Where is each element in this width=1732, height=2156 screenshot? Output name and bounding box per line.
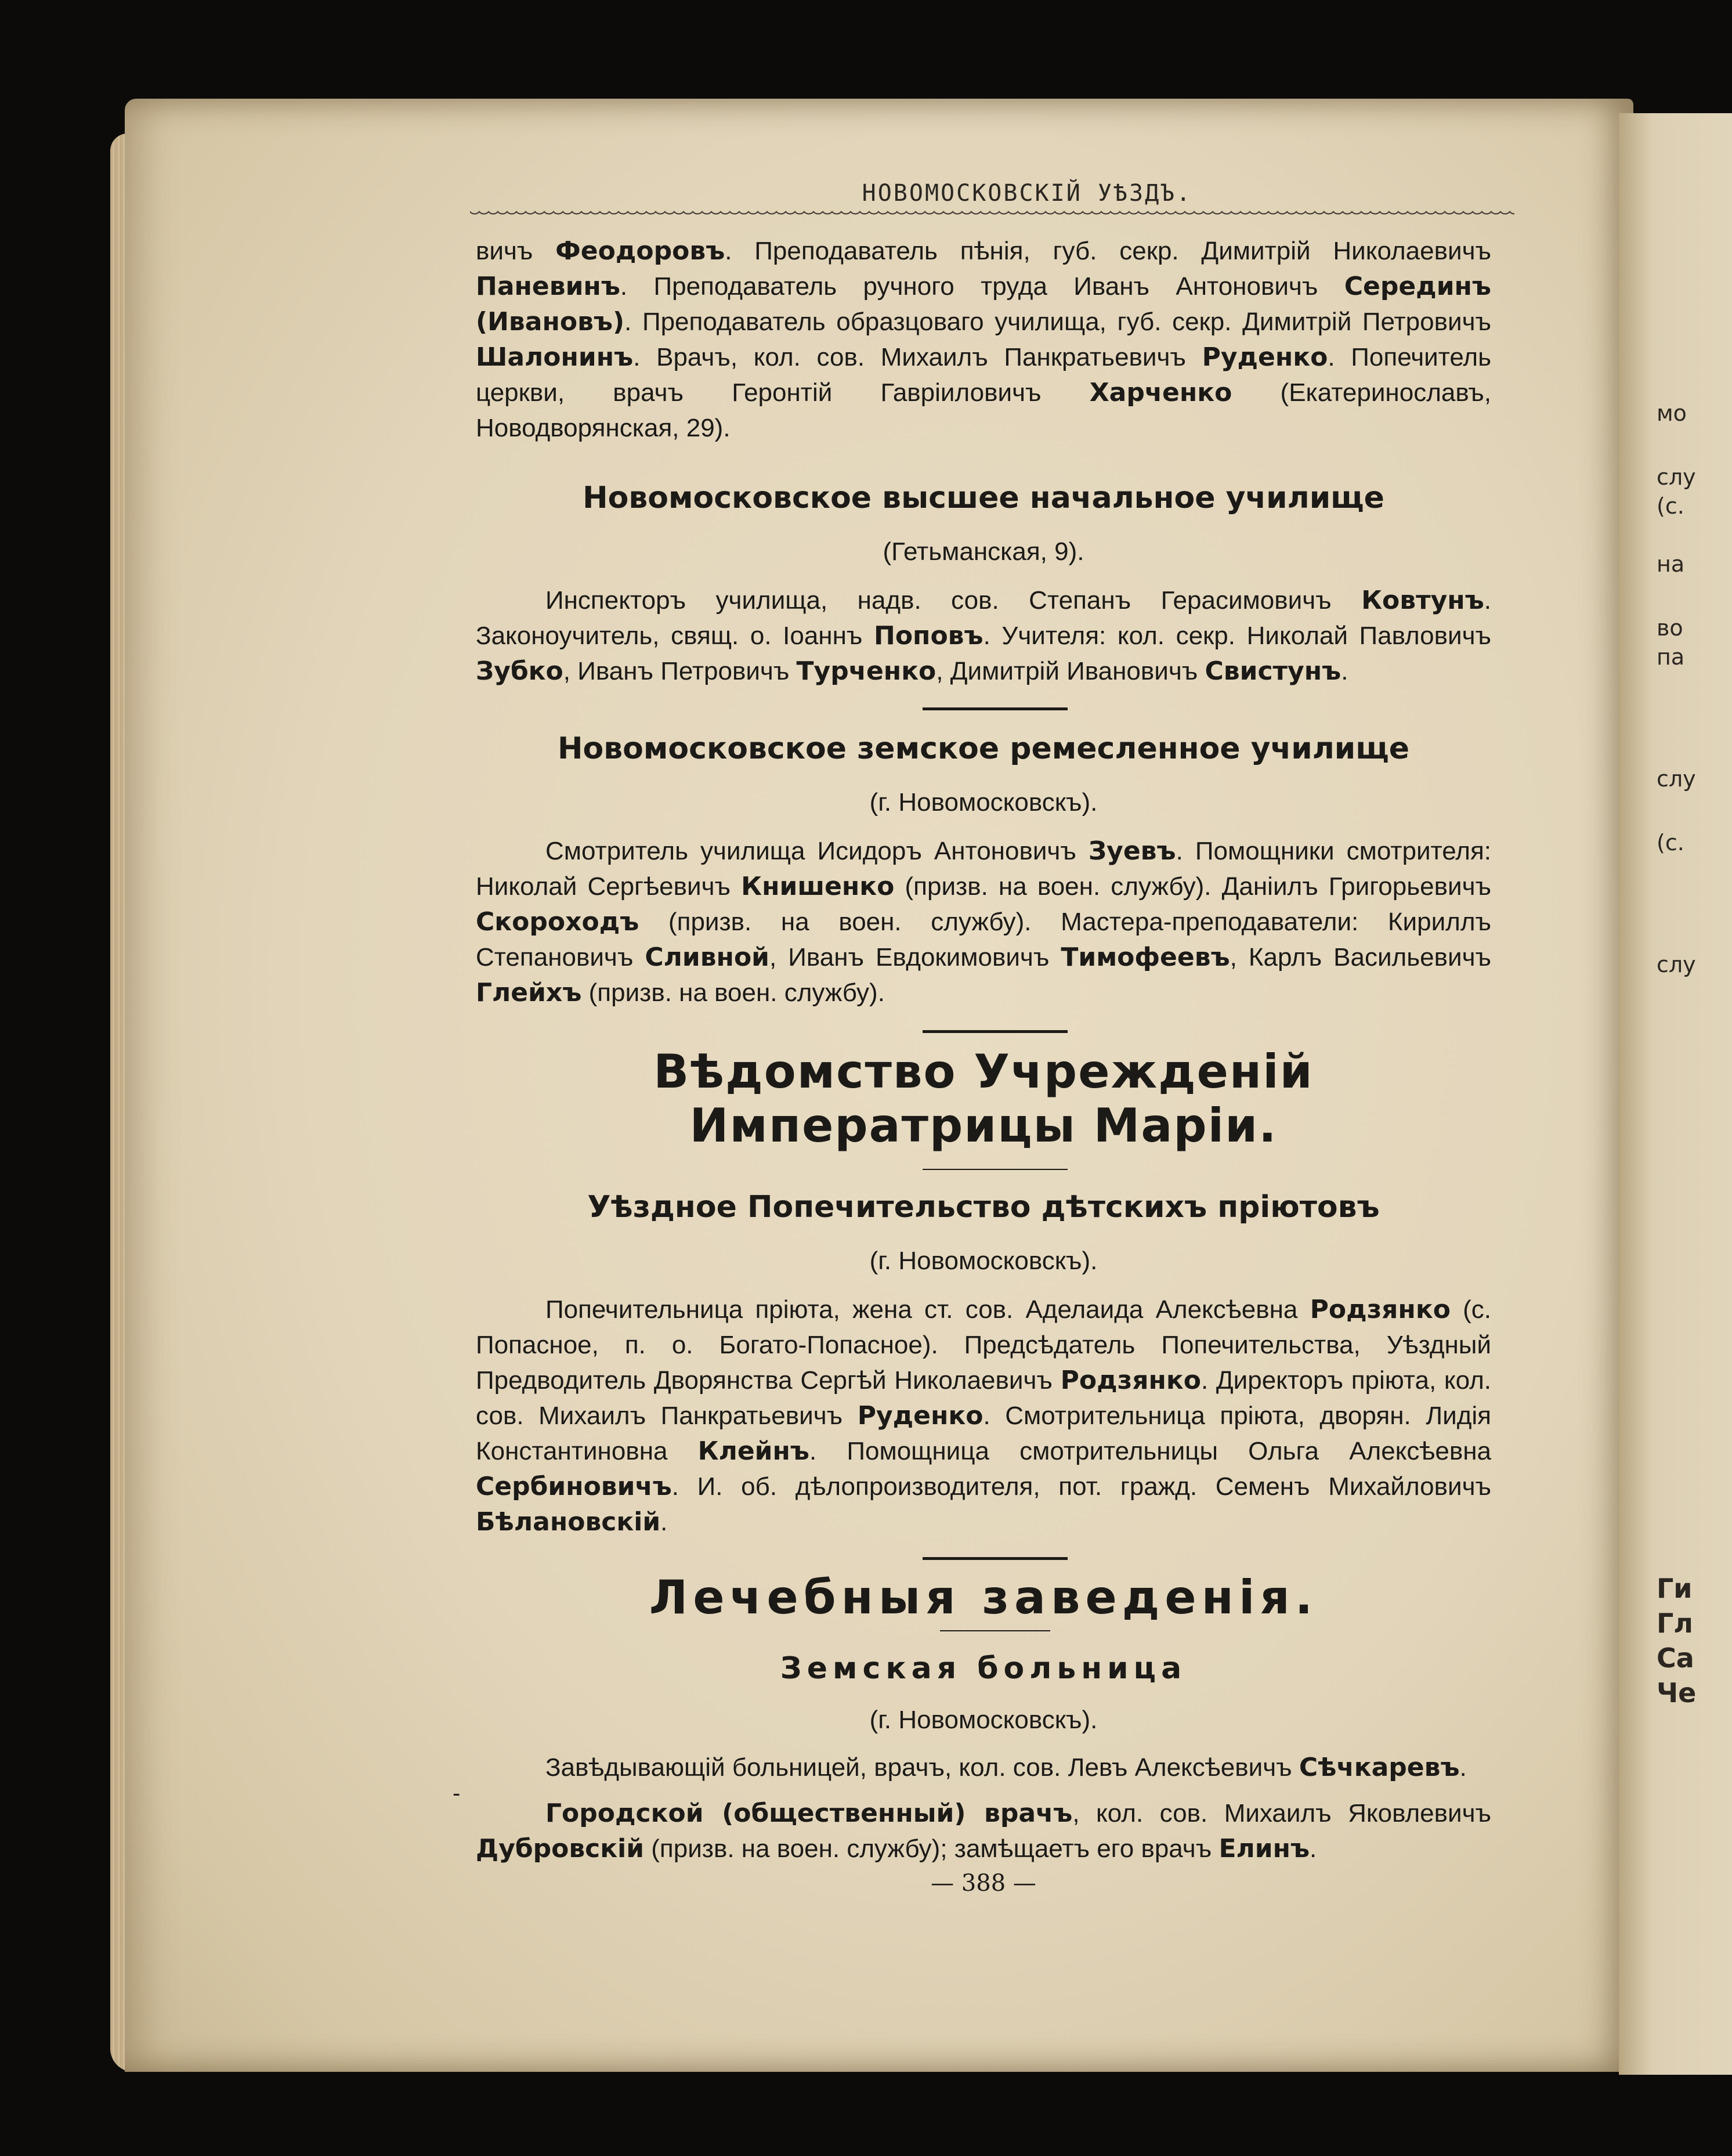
person-surname: Сливной: [645, 942, 770, 972]
facing-page-fragment: Са: [1657, 1642, 1694, 1674]
paragraph: Инспекторъ училища, надв. сов. Степанъ Герасимовичъ Ковтунъ. Законоучитель, свящ. о. Іоаннъ Поповъ. Учителя: кол. секр. Николай Павловичъ Зубко, Иванъ Петровичъ Турченко, Димитрій Ивановичъ Свистунъ.: [476, 586, 1491, 686]
department-heading: Лечебныя заведенія.: [649, 1570, 1318, 1624]
section-address: (Гетьманская, 9).: [883, 537, 1084, 566]
wavy-rule: [470, 210, 1514, 221]
paragraph: Попечительница пріюта, жена ст. сов. Аделаида Алексѣевна Родзянко (с. Попасное, п. о. Богато-Попасное). Предсѣдатель Попечительства, Уѣздный Предводитель Дворянства Сергѣй Николаевичъ Родзянко. Директоръ пріюта, кол. сов. Михаилъ Панкратьевичъ Руденко. Смотрительница пріюта, дворян. Лидія Константиновна Клейнъ. Помощница смотрительницы Ольга Алексѣевна Сербиновичъ. И. об. дѣлопроизводителя, пот. гражд. Семенъ Михайловичъ Бѣлановскій.: [476, 1295, 1492, 1537]
person-surname: Ковтунъ: [1361, 586, 1484, 615]
running-head: НОВОМОСКОВСКІЙ УѢЗДЪ.: [862, 180, 1192, 207]
stray-mark: -: [453, 1781, 461, 1806]
facing-page-fragment: во: [1657, 615, 1683, 641]
facing-page-fragment: слу: [1657, 952, 1696, 977]
person-surname: Поповъ: [874, 621, 983, 651]
person-surname: Дубровскій: [476, 1834, 645, 1864]
section-address: (г. Новомосковскъ).: [869, 788, 1098, 817]
page-number: — 388 —: [931, 1870, 1036, 1897]
section-heading: Новомосковское земское ремесленное училище: [558, 731, 1409, 766]
paragraph: Смотритель училища Исидоръ Антоновичъ Зуевъ. Помощники смотрителя: Николай Сергѣевичъ Книшенко (призв. на воен. службу). Даніилъ Григорьевичъ Скороходъ (призв. на воен. службу). Мастера-преподаватели: Кириллъ Степановичъ Сливной, Иванъ Евдокимовичъ Тимофеевъ, Карлъ Васильевичъ Глейхъ (призв. на воен. службу).: [476, 836, 1492, 1007]
person-surname: (Ивановъ): [476, 307, 625, 337]
person-surname: Шалонинъ: [476, 342, 634, 372]
person-surname: Феодоровъ: [555, 236, 725, 266]
person-surname: Бѣлановскій: [476, 1507, 661, 1537]
person-surname: Паневинъ: [476, 272, 620, 301]
person-surname: Скороходъ: [476, 907, 639, 937]
person-surname: Сербиновичъ: [476, 1472, 672, 1501]
person-surname: Зубко: [476, 656, 563, 686]
section-address: (г. Новомосковскъ).: [869, 1706, 1098, 1734]
person-surname: Клейнъ: [697, 1436, 809, 1466]
person-surname: Тимофеевъ: [1061, 942, 1230, 972]
person-surname: Родзянко: [1060, 1366, 1201, 1395]
facing-page-fragment: на: [1657, 551, 1685, 577]
person-surname: Елинъ: [1218, 1834, 1310, 1864]
paragraph: вичъ Феодоровъ. Преподаватель пѣнія, губ. секр. Димитрій Николаевичъ Паневинъ. Преподаватель ручного труда Иванъ Антоновичъ Серединъ (Ивановъ). Преподаватель образцоваго училища, губ. секр. Димитрій Петровичъ Шалонинъ. Врачъ, кол. сов. Михаилъ Панкратьевичъ Руденко. Попечитель церкви, врачъ Геронтій Гавріиловичъ Харченко (Екатеринославъ, Новодворянская, 29).: [476, 236, 1491, 442]
person-surname: Свистунъ: [1205, 656, 1342, 686]
facing-page-fragment: (с.: [1657, 830, 1684, 855]
person-surname: Книшенко: [741, 872, 895, 901]
person-surname: Городской (общественный) врачъ: [545, 1799, 1073, 1828]
section-address: (г. Новомосковскъ).: [869, 1247, 1098, 1275]
person-surname: Турченко: [796, 656, 936, 686]
person-surname: Руденко: [1202, 342, 1328, 372]
facing-page-fragment: Че: [1657, 1677, 1697, 1709]
facing-page-fragment: па: [1657, 644, 1685, 670]
person-surname: Зуевъ: [1088, 836, 1176, 866]
facing-page-fragment: мо: [1657, 400, 1687, 426]
person-surname: Сѣчкаревъ: [1299, 1753, 1460, 1782]
section-heading: Новомосковское высшее начальное училище: [583, 481, 1384, 515]
person-surname: Глейхъ: [476, 978, 582, 1007]
paragraph: Городской (общественный) врачъ, кол. сов. Михаилъ Яковлевичъ Дубровскій (призв. на воен. службу); замѣщаетъ его врачъ Елинъ.: [476, 1799, 1492, 1864]
section-heading: Земская больница: [780, 1651, 1187, 1686]
paragraph: Завѣдывающій больницей, врачъ, кол. сов. Левъ Алексѣевичъ Сѣчкаревъ.: [545, 1753, 1467, 1782]
person-surname: Руденко: [857, 1401, 983, 1431]
page-content: [447, 180, 1491, 1897]
facing-page-fragment: (с.: [1657, 493, 1684, 519]
department-heading: Вѣдомство Учрежденій Императрицы Маріи.: [653, 1045, 1314, 1153]
facing-page-fragment: слу: [1657, 766, 1696, 792]
facing-page-fragment: слу: [1657, 464, 1696, 490]
person-surname: Родзянко: [1310, 1295, 1451, 1324]
person-surname: Харченко: [1089, 378, 1232, 407]
facing-page-fragment: Гл: [1657, 1608, 1694, 1639]
facing-page-fragment: Ги: [1657, 1573, 1693, 1604]
section-heading: Уѣздное Попечительство дѣтскихъ пріютовъ: [587, 1190, 1380, 1225]
person-surname: Серединъ: [1344, 272, 1491, 301]
